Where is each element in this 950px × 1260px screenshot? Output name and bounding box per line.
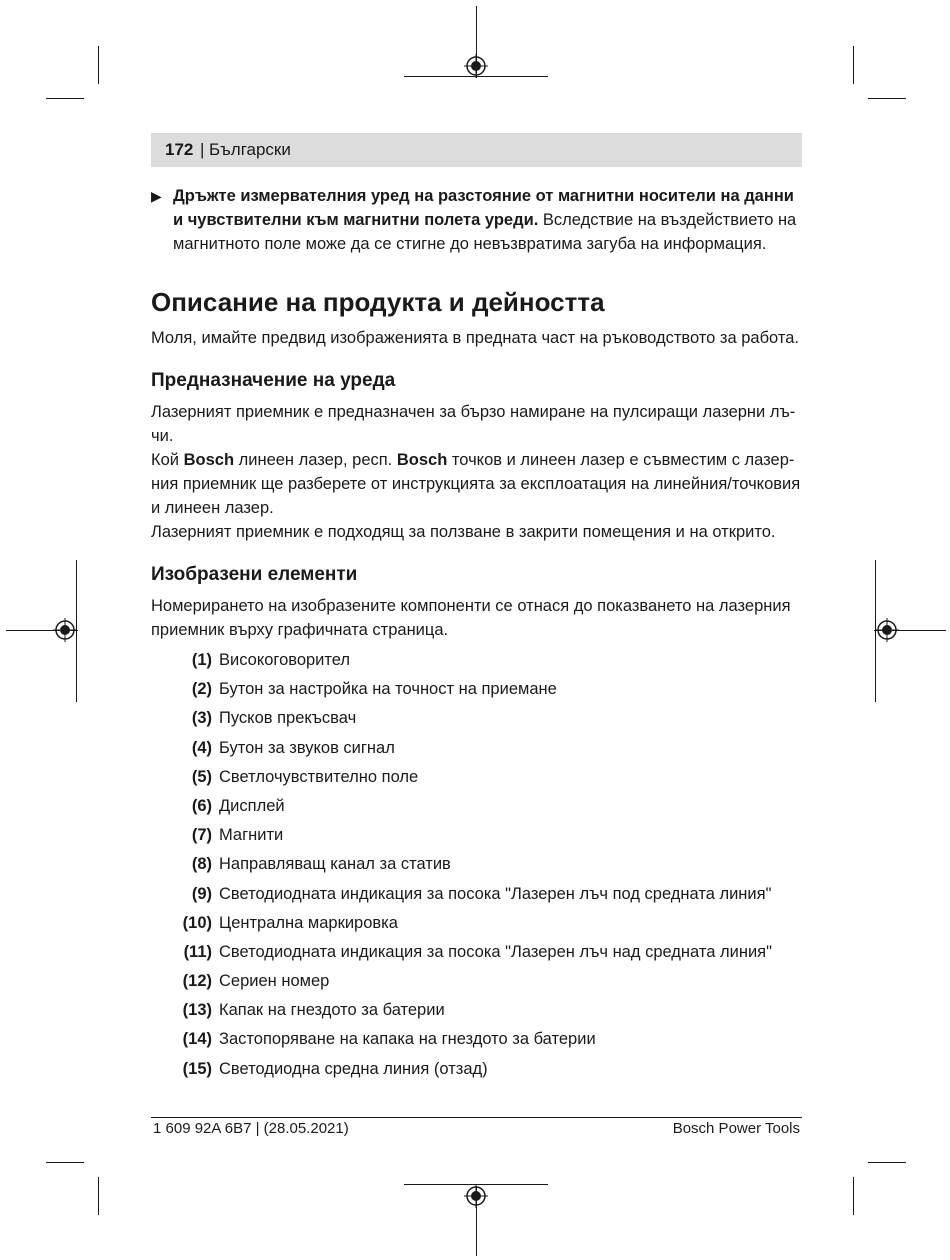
header-separator: | [200,140,205,159]
warning-bold-text: Дръжте измервателния уред на разстояние от магнитни носители на данни и чувствителни към магнитни полета уреди. [173,187,794,229]
components-list [151,646,802,1084]
registration-target-icon [875,618,899,642]
item-label: Бутон за настройка на точност на приемане [219,680,557,699]
item-label: Централна маркировка [219,913,398,932]
registration-target-icon [464,54,488,78]
purpose-paragraph-3: Лазерният приемник е подходящ за ползване в закрити помещения и на открито. [151,523,776,541]
item-label: Капак на гнездото за батерии [219,1001,445,1020]
page-number: 172 [165,140,194,159]
registration-target-icon [53,618,77,642]
crop-mark [98,1177,99,1215]
header-language: Български [209,140,291,159]
item-label: Бутон за звуков сигнал [219,738,395,757]
list-item [151,1025,802,1054]
text-run: точков и линеен лазер е съвместим с лазер-ния приемник ще разберете от инструкцията за експлоатация на линейния/точковия и линеен лазер. [151,451,801,517]
list-item [151,763,802,792]
footer-publisher: Bosch Power Tools [672,1120,800,1137]
warning-bullet-icon: ▶ [151,188,162,204]
footer-document-id: 1 609 92A 6B7 | (28.05.2021) [153,1120,349,1137]
crop-mark [868,98,906,99]
list-item [151,967,802,996]
text-run: линеен лазер, респ. [234,451,397,469]
list-item [151,792,802,821]
item-number: (8) [191,855,212,874]
item-label: Магнити [219,826,284,845]
crop-mark [868,1162,906,1163]
list-item [151,675,802,704]
item-label: Светлочувствително поле [219,767,419,786]
item-label: Светодиодната индикация за посока "Лазерен лъч над средната линия" [219,942,772,961]
registration-target-icon [464,1184,488,1208]
list-item [151,909,802,938]
item-number: (6) [191,796,212,815]
warning-note [151,184,802,256]
elements-intro: Номерирането на изобразените компоненти се отнася до показването на лазерния приемник върху графичната страница. [151,597,791,639]
item-label: Пусков прекъсвач [219,709,357,728]
item-label: Високоговорител [219,651,351,669]
page-content [151,184,802,1084]
page-header [151,133,802,167]
list-item [151,704,802,733]
crop-mark [853,1177,854,1215]
text-run: Кой [151,451,184,469]
item-label: Сериен номер [219,972,330,991]
list-item [151,734,802,763]
item-number: (14) [182,1030,212,1049]
item-number: (12) [182,972,212,991]
item-number: (5) [191,767,212,786]
brand-name: Bosch [396,451,448,469]
list-item [151,880,802,909]
item-label: Дисплей [219,796,285,815]
item-number: (15) [182,1059,212,1078]
item-label: Светодиодна средна линия (отзад) [219,1059,488,1078]
item-number: (1) [191,651,212,669]
crop-mark [46,1162,84,1163]
crop-mark [46,98,84,99]
item-number: (3) [191,709,212,728]
item-number: (4) [191,738,212,757]
item-number: (11) [183,942,212,961]
item-number: (2) [191,680,212,699]
section-title: Описание на продукта и дейността [151,287,605,317]
warning-text: Вследствие на въздействието на магнитното поле може да се стигне до невъзвратима загуба на информация. [173,211,797,253]
item-number: (7) [191,826,212,845]
list-item [151,646,802,675]
list-item [151,938,802,967]
crop-mark [853,46,854,84]
section-intro: Моля, имайте предвид изображенията в предната част на ръководството за работа. [151,329,799,347]
purpose-title: Предназначение на уреда [151,370,396,391]
item-label: Направляващ канал за статив [219,855,451,874]
item-label: Застопоряване на капака на гнездото за батерии [219,1030,596,1049]
item-number: (10) [182,913,212,932]
list-item [151,996,802,1025]
item-number: (9) [191,884,212,903]
purpose-paragraph-1: Лазерният приемник е предназначен за бързо намиране на пулсиращи лазерни лъ-чи. [151,403,796,445]
list-item [151,821,802,850]
item-number: (13) [182,1001,212,1020]
item-label: Светодиодната индикация за посока "Лазерен лъч под средната линия" [219,884,772,903]
footer-divider [151,1117,802,1118]
brand-name: Bosch [183,451,235,469]
list-item [151,850,802,879]
list-item [151,1055,802,1084]
elements-title: Изобразени елементи [151,564,358,585]
crop-mark [98,46,99,84]
purpose-paragraph-2 [151,448,802,520]
